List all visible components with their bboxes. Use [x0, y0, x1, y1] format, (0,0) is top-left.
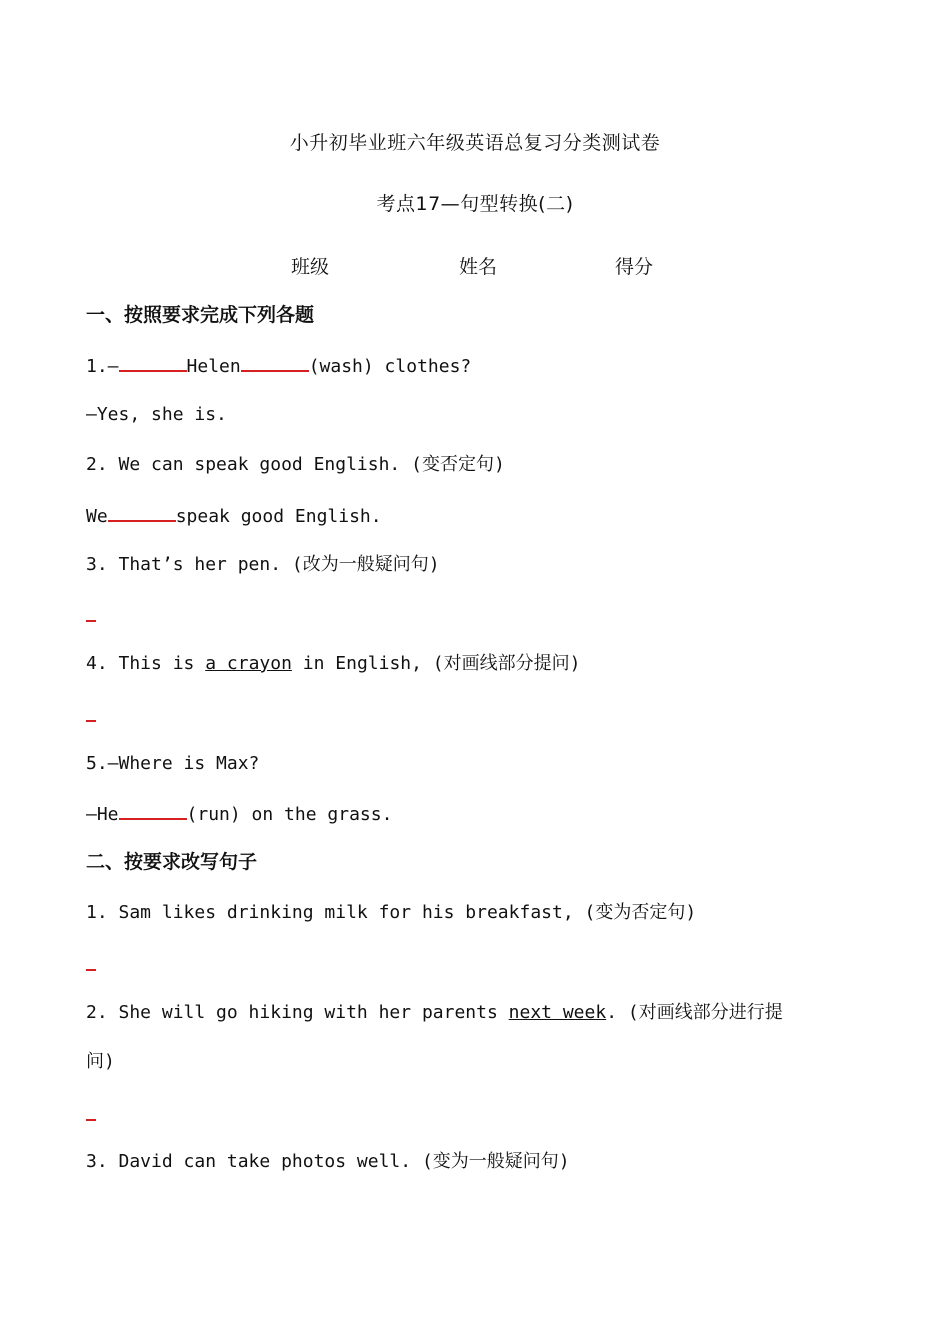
s2-q2 [86, 1000, 870, 1026]
answer-blank[interactable] [119, 352, 187, 372]
section1-heading: 一、按照要求完成下列各题 [86, 304, 315, 326]
answer-blank[interactable] [241, 352, 309, 372]
s1-q2-line-b: speak good English. [175, 506, 382, 527]
s1-q1-answer: —Yes, she is. [86, 404, 227, 425]
class-label: 班级 [291, 256, 330, 278]
s1-q2-line [86, 502, 870, 530]
s1-q1-suffix: (wash) clothes? [308, 356, 472, 377]
s1-q2: 2. We can speak good English. (变否定句) [86, 454, 505, 475]
answer-line[interactable] [86, 620, 96, 622]
s1-q5-line [86, 800, 870, 828]
s1-q1-mid: Helen [186, 356, 241, 377]
answer-blank[interactable] [108, 502, 176, 522]
s1-q3: 3. That’s her pen. (改为一般疑问句) [86, 554, 440, 575]
s1-q4-underlined: a crayon [205, 653, 292, 674]
s2-q2-underlined: next week [508, 1002, 607, 1023]
page-subtitle: 考点17—句型转换(二) [376, 193, 574, 215]
s1-q5-line-a: —He [86, 804, 119, 825]
s2-q2-pre: 2. She will go hiking with her parents [86, 1002, 509, 1023]
s1-q5: 5.—Where is Max? [86, 753, 260, 774]
s1-q4 [86, 651, 870, 677]
score-label: 得分 [615, 256, 654, 278]
section2-heading: 二、按要求改写句子 [86, 851, 258, 873]
answer-line[interactable] [86, 720, 96, 722]
answer-line[interactable] [86, 969, 96, 971]
page-title: 小升初毕业班六年级英语总复习分类测试卷 [289, 132, 661, 154]
s1-q4-post: in English, (对画线部分提问) [291, 653, 581, 674]
s2-q3: 3. David can take photos well. (变为一般疑问句) [86, 1151, 570, 1172]
answer-line[interactable] [86, 1119, 96, 1121]
s2-q2-post: . (对画线部分进行提 [606, 1002, 783, 1023]
answer-blank[interactable] [119, 800, 187, 820]
s1-q2-line-a: We [86, 506, 108, 527]
s2-q1: 1. Sam likes drinking milk for his breakfast, (变为否定句) [86, 902, 697, 923]
s1-q1 [86, 352, 870, 380]
s1-q5-line-b: (run) on the grass. [186, 804, 393, 825]
name-label: 姓名 [459, 256, 498, 278]
s2-q2-cont: 问) [86, 1051, 115, 1072]
s1-q1-prefix: 1.— [86, 356, 119, 377]
s1-q4-pre: 4. This is [86, 653, 206, 674]
